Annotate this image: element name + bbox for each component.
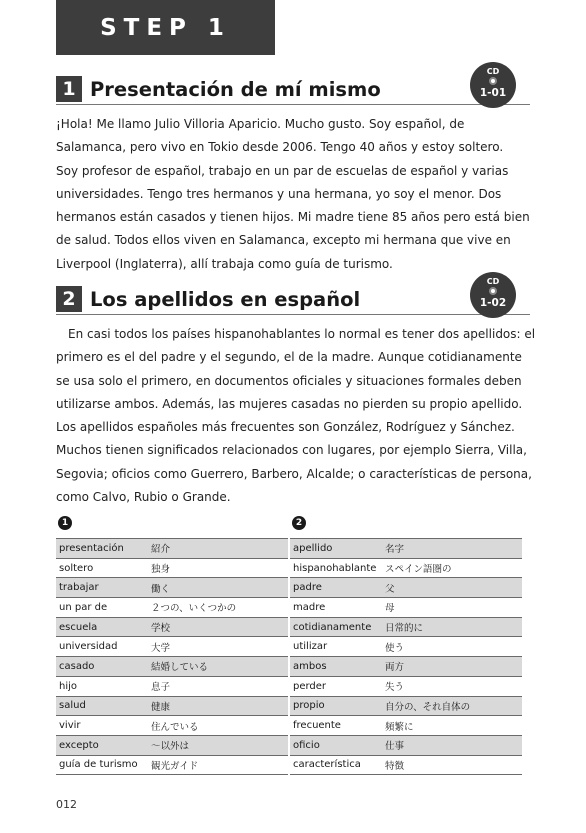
vocab-japanese: ２つの、いくつかの [148,598,288,618]
vocab-list-2 [290,516,522,775]
vocab-spanish: utilizar [290,637,382,657]
vocab-japanese: スペイン語圏の [382,558,522,578]
section-2-number: 2 [56,286,82,312]
vocab-japanese: 日常的に [382,617,522,637]
vocab-japanese: 健康 [148,696,288,716]
paragraph-line: Muchos tienen significados relacionados con lugares, por ejemplo Sierra, Villa, [56,443,527,458]
paragraph-line: primero es el del padre y el segundo, el de la madre. Aunque cotidianamente [56,350,522,365]
vocab-row [56,657,288,677]
vocab-row [290,558,522,578]
vocab-japanese: 母 [382,598,522,618]
section-2-rule [56,314,530,315]
section-1-heading [56,74,381,104]
vocab-marker-1: 1 [58,516,72,530]
paragraph-line: Soy profesor de español, trabajo en un par de escuelas de español y varias [56,163,509,178]
vocab-row [290,657,522,677]
vocab-spanish: madre [290,598,382,618]
cd-icon [470,62,516,108]
paragraph-line: En casi todos los países hispanohablantes lo normal es tener dos apellidos: el [68,327,536,341]
vocab-spanish: un par de [56,598,148,618]
paragraph-line: Los apellidos españoles más frecuentes son González, Rodríguez y Sánchez. [56,420,515,435]
vocab-row [290,676,522,696]
vocab-row [56,598,288,618]
paragraph-line: ¡Hola! Me llamo Julio Villoria Aparicio. Mucho gusto. Soy español, de [56,117,465,131]
vocab-row [56,676,288,696]
section-1-paragraph [56,113,530,276]
vocab-spanish: vivir [56,716,148,736]
vocab-spanish: escuela [56,617,148,637]
vocab-japanese: 紹介 [148,539,288,559]
vocab-table-2 [290,538,522,775]
paragraph-line: utilizarse ambos. Además, las mujeres casadas no pierden su propio apellido. [56,396,523,411]
vocab-list-1 [56,516,288,775]
vocab-japanese: 〜以外は [148,735,288,755]
vocab-spanish: presentación [56,539,148,559]
vocab-spanish: ambos [290,657,382,677]
paragraph-line: Salamanca, pero vivo en Tokio desde 2006. Tengo 40 años y estoy soltero. [56,140,504,155]
vocab-marker-2: 2 [292,516,306,530]
page-number: 012 [56,798,77,811]
vocab-spanish: trabajar [56,578,148,598]
vocab-japanese: 独身 [148,558,288,578]
vocab-japanese: 働く [148,578,288,598]
vocab-spanish: hijo [56,676,148,696]
vocab-table-1 [56,538,288,775]
vocab-row [56,716,288,736]
cd-disc-icon [489,77,497,85]
section-2-title: Los apellidos en español [90,287,361,311]
vocab-row [56,637,288,657]
vocab-japanese: 名字 [382,539,522,559]
section-1-number: 1 [56,76,82,102]
vocab-spanish: propio [290,696,382,716]
vocab-row [56,696,288,716]
vocab-spanish: cotidianamente [290,617,382,637]
vocab-row [56,558,288,578]
paragraph-line: como Calvo, Rubio o Grande. [56,490,231,505]
section-1-title: Presentación de mí mismo [90,77,381,101]
vocab-japanese: 特徴 [382,755,522,775]
cd-track: 1-02 [479,297,507,309]
vocab-japanese: 住んでいる [148,716,288,736]
vocab-japanese: 観光ガイド [148,755,288,775]
vocab-spanish: oficio [290,735,382,755]
cd-icon [470,272,516,318]
vocab-row [290,735,522,755]
vocab-row [290,716,522,736]
vocab-spanish: característica [290,755,382,775]
vocab-japanese: 失う [382,676,522,696]
paragraph-line: Segovia; oficios como Guerrero, Barbero, Alcalde; o características de persona, [56,466,532,481]
cd-disc-icon [489,287,497,295]
cd-label: CD [486,67,500,76]
paragraph-line: universidades. Tengo tres hermanos y una hermana, yo soy el menor. Dos [56,186,502,201]
vocab-spanish: perder [290,676,382,696]
vocab-spanish: hispanohablante [290,558,382,578]
cd-track: 1-01 [479,87,507,99]
vocab-spanish: guía de turismo [56,755,148,775]
step-banner: STEP 1 [56,0,275,55]
vocab-spanish: universidad [56,637,148,657]
vocab-spanish: soltero [56,558,148,578]
vocab-japanese: 両方 [382,657,522,677]
vocab-row [56,539,288,559]
vocab-japanese: 大学 [148,637,288,657]
vocab-row [290,598,522,618]
vocab-row [290,617,522,637]
vocab-spanish: casado [56,657,148,677]
vocab-spanish: apellido [290,539,382,559]
paragraph-line: Liverpool (Inglaterra), allí trabaja como guía de turismo. [56,256,393,271]
vocab-japanese: 息子 [148,676,288,696]
section-1-rule [56,104,530,105]
vocab-spanish: padre [290,578,382,598]
vocab-row [56,735,288,755]
vocab-japanese: 学校 [148,617,288,637]
vocab-row [290,539,522,559]
vocab-row [290,696,522,716]
paragraph-line: hermanos están casados y tienen hijos. Mi madre tiene 85 años pero está bien [56,210,530,225]
vocab-japanese: 自分の、それ自体の [382,696,522,716]
section-2-paragraph [56,323,536,509]
vocab-row [56,578,288,598]
vocab-japanese: 父 [382,578,522,598]
vocab-japanese: 頻繁に [382,716,522,736]
vocab-row [290,637,522,657]
vocab-japanese: 仕事 [382,735,522,755]
vocab-row [56,617,288,637]
cd-label: CD [486,277,500,286]
vocab-spanish: salud [56,696,148,716]
vocab-spanish: frecuente [290,716,382,736]
vocab-row [56,755,288,775]
vocab-japanese: 結婚している [148,657,288,677]
paragraph-line: se usa solo el primero, en documentos oficiales y situaciones formales deben [56,373,522,388]
vocab-spanish: excepto [56,735,148,755]
paragraph-line: de salud. Todos ellos viven en Salamanca, excepto mi hermana que vive en [56,233,511,248]
vocab-row [290,755,522,775]
vocab-japanese: 使う [382,637,522,657]
section-2-heading [56,284,360,314]
vocab-row [290,578,522,598]
